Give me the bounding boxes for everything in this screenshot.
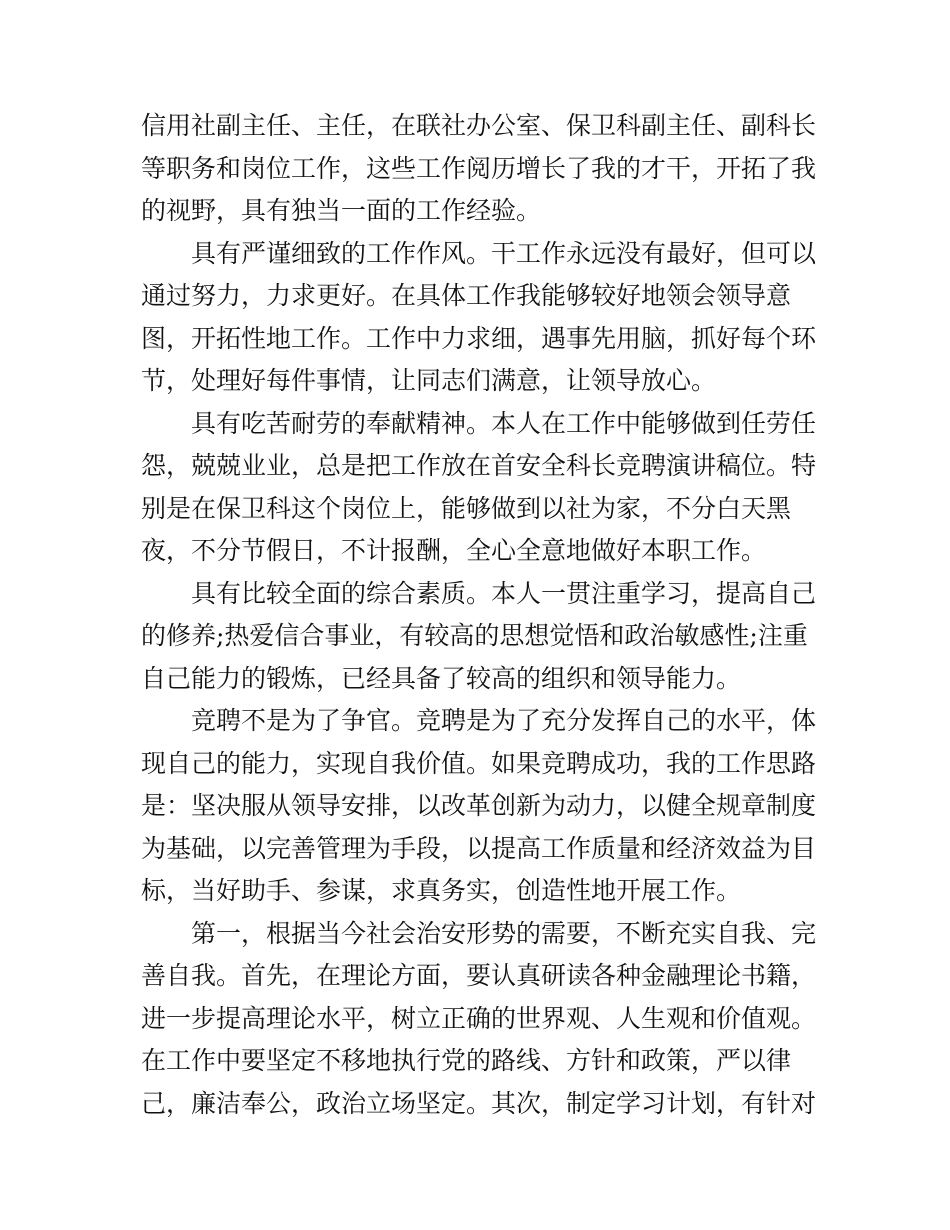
text-line: 夜，不分节假日，不计报酬，全心全意地做好本职工作。 [141,536,767,565]
text-line: 等职务和岗位工作，这些工作阅历增长了我的才干，开拓了我 [141,153,817,183]
body-text [141,105,821,1125]
paragraph-first-line: 具有严谨细致的工作作风。干工作永远没有最好，但可以 [191,238,817,268]
paragraph-first-line: 第一，根据当今社会治安形势的需要，不断充实自我、完 [191,918,817,948]
text-line: 己，廉洁奉公，政治立场坚定。其次，制定学习计划，有针对 [141,1088,817,1118]
text-line: 怨，兢兢业业，总是把工作放在首安全科长竞聘演讲稿位。特 [141,451,817,480]
text-line: 节，处理好每件事情，让同志们满意，让领导放心。 [141,366,717,395]
text-line: 通过努力，力求更好。在具体工作我能够较好地领会领导意 [141,281,792,310]
text-line: 信用社副主任、主任，在联社办公室、保卫科副主任、副科长 [141,111,817,140]
paragraph-first-line: 具有吃苦耐劳的奉献精神。本人在工作中能够做到任劳任 [191,408,817,438]
text-line: 现自己的能力，实现自我价值。如果竞聘成功，我的工作思路 [141,748,817,778]
text-line: 自己能力的锻炼，已经具备了较高的组织和领导能力。 [141,663,742,693]
text-line: 的视野，具有独当一面的工作经验。 [141,196,542,225]
text-line: 的修养;热爱信合事业，有较高的思想觉悟和政治敏感性;注重 [141,621,808,650]
text-line: 是：坚决服从领导安排，以改革创新为动力，以健全规章制度 [141,791,817,820]
text-line: 进一步提高理论水平，树立正确的世界观、人生观和价值观。 [141,1003,817,1033]
paragraph-first-line: 具有比较全面的综合素质。本人一贯注重学习，提高自己 [191,578,817,608]
paragraph-first-line: 竞聘不是为了争官。竞聘是为了充分发挥自己的水平，体 [191,706,817,735]
text-line: 别是在保卫科这个岗位上，能够做到以社为家，不分白天黑 [141,493,792,523]
text-line: 善自我。首先，在理论方面，要认真研读各种金融理论书籍， [141,961,817,990]
text-line: 为基础，以完善管理为手段，以提高工作质量和经济效益为目 [141,833,817,863]
text-line: 在工作中要坚定不移地执行党的路线、方针和政策，严以律 [141,1046,792,1075]
text-line: 图，开拓性地工作。工作中力求细，遇事先用脑，抓好每个环 [141,323,817,353]
text-line: 标，当好助手、参谋，求真务实，创造性地开展工作。 [141,876,742,905]
